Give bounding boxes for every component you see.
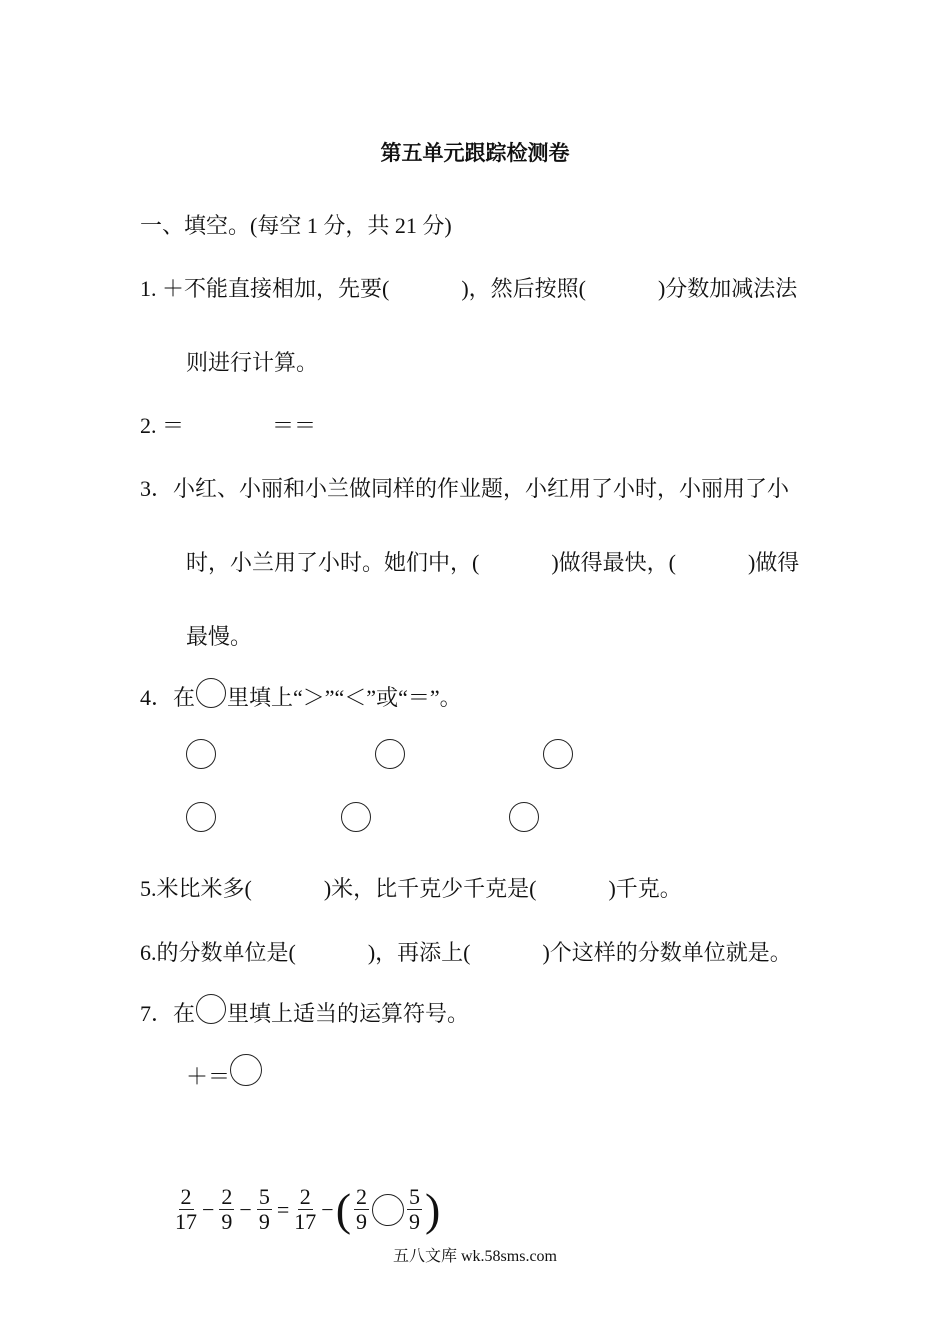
numerator: 5 — [409, 1184, 421, 1210]
q3-text-d: )做得 — [747, 550, 800, 575]
equals-sign: = — [276, 1196, 290, 1222]
denominator: 17 — [175, 1209, 197, 1235]
q3-line-2 — [186, 548, 799, 578]
q7-text-b: 里填上适当的运算符号。 — [227, 1001, 470, 1026]
answer-circle[interactable] — [372, 1194, 404, 1226]
q6-text-a: 6.的分数单位是( — [140, 940, 296, 965]
denominator: 17 — [294, 1209, 317, 1235]
q2-text-b: ＝＝ — [272, 413, 317, 438]
fraction — [407, 1185, 422, 1234]
minus-sign: − — [202, 1196, 215, 1222]
q4-text-b: 里填上“＞”“＜”或“＝”。 — [227, 685, 462, 710]
question-3: 3．小红、小丽和小兰做同样的作业题，小红用了小时，小丽用了小 — [140, 476, 790, 501]
q1-text-c: )分数加减法法 — [657, 276, 798, 301]
q5-text-b: )米，比千克少千克是( — [323, 876, 537, 901]
fraction — [294, 1185, 316, 1234]
answer-circle[interactable] — [509, 802, 539, 832]
denominator: 9 — [221, 1209, 233, 1235]
q1-continuation: 则进行计算。 — [186, 350, 319, 375]
answer-circle[interactable] — [375, 739, 405, 769]
question-4 — [140, 683, 462, 713]
fraction — [257, 1185, 272, 1234]
question-7 — [140, 999, 469, 1029]
q7-expression-2 — [172, 1118, 440, 1240]
q6-text-b: )，再添上( — [367, 940, 471, 965]
q1-text-a: 1. ＋不能直接相加，先要( — [140, 276, 390, 301]
denominator: 9 — [356, 1209, 368, 1235]
page-title: 第五单元跟踪检测卷 — [380, 141, 570, 165]
denominator: 9 — [409, 1209, 421, 1235]
circle-icon — [196, 994, 226, 1024]
numerator: 2 — [299, 1184, 311, 1210]
q5-text-c: )千克。 — [608, 876, 682, 901]
q6-text-c: )个这样的分数单位就是。 — [542, 940, 792, 965]
q3-line-3: 最慢。 — [186, 624, 253, 649]
minus-sign: − — [239, 1196, 252, 1222]
question-1 — [140, 274, 797, 304]
question-5 — [140, 874, 682, 904]
section-heading: 一、填空。(每空 1 分，共 21 分) — [140, 213, 452, 238]
q7-text-a: 7．在 — [140, 1001, 196, 1026]
q2-text-a: 2. ＝ — [140, 413, 185, 438]
answer-circle[interactable] — [341, 802, 371, 832]
denominator: 9 — [258, 1209, 270, 1235]
fraction — [219, 1185, 234, 1234]
answer-circle[interactable] — [186, 802, 216, 832]
question-2 — [140, 411, 316, 441]
q7-expression-1: ＋＝ — [186, 1064, 231, 1089]
fraction — [175, 1185, 197, 1234]
numerator: 2 — [356, 1184, 368, 1210]
circle-icon — [196, 678, 226, 708]
left-paren: ( — [335, 1183, 352, 1235]
right-paren: ) — [425, 1183, 441, 1235]
answer-circle[interactable] — [186, 739, 216, 769]
answer-circle[interactable] — [230, 1054, 262, 1086]
q3-text-b: 时，小兰用了小时。她们中，( — [186, 550, 480, 575]
fraction — [354, 1185, 369, 1234]
q4-text-a: 4．在 — [140, 685, 196, 710]
numerator: 2 — [180, 1184, 192, 1210]
numerator: 2 — [221, 1184, 233, 1210]
q5-text-a: 5.米比米多( — [140, 876, 252, 901]
question-6 — [140, 938, 792, 968]
minus-sign: − — [321, 1196, 334, 1222]
footer-watermark: 五八文库 wk.58sms.com — [392, 1248, 557, 1265]
answer-circle[interactable] — [543, 739, 573, 769]
numerator: 5 — [258, 1184, 270, 1210]
q3-text-c: )做得最快，( — [551, 550, 676, 575]
q1-text-b: )，然后按照( — [461, 276, 586, 301]
